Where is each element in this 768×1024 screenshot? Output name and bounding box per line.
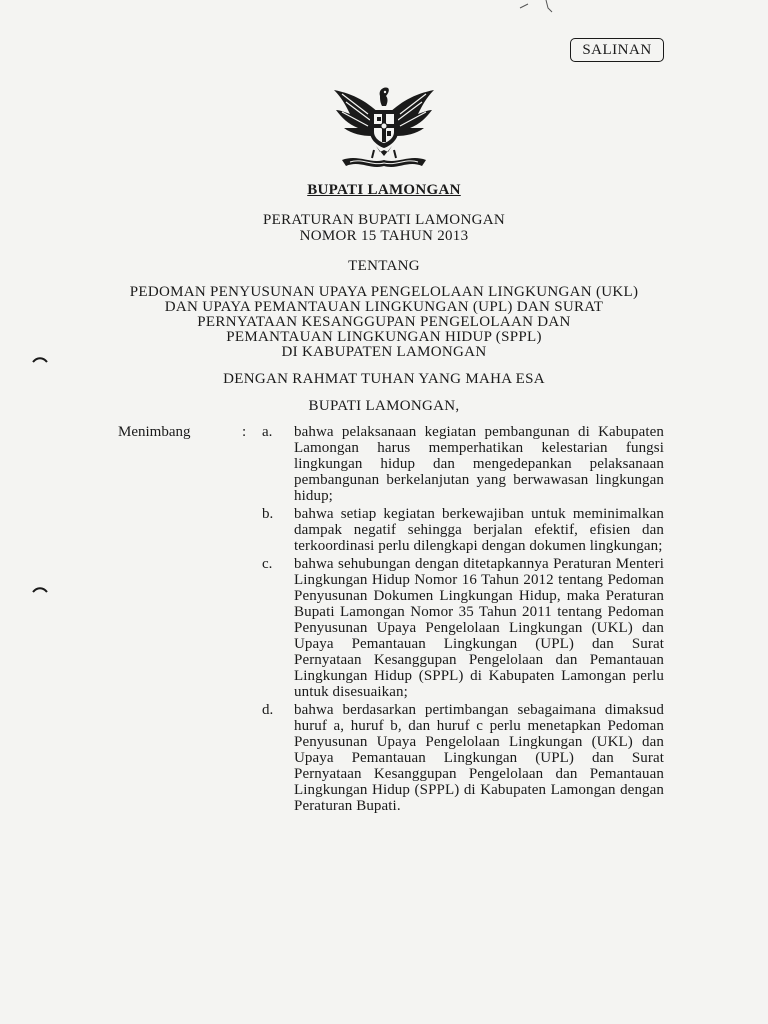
subject-line: PERNYATAAN KESANGGUPAN PENGELOLAAN DAN — [197, 314, 571, 330]
item-letter: c. — [262, 556, 273, 572]
list-item — [262, 702, 666, 814]
official-name: BUPATI LAMONGAN, — [308, 398, 460, 414]
item-letter: b. — [262, 506, 274, 522]
considerations-colon: : — [242, 424, 247, 440]
list-item — [262, 424, 666, 504]
considerations-label: Menimbang — [118, 424, 191, 440]
subject-line: DAN UPAYA PEMANTAUAN LINGKUNGAN (UPL) DAN SURAT — [164, 299, 604, 315]
about-label: TENTANG — [348, 258, 420, 274]
item-text: bahwa pelaksanaan kegiatan pembangunan di Kabupaten Lamongan harus memperhatikan kelestarian fungsi lingkungan hidup dan mengedepankan pelaksanaan pembangunan berkelanjutan yang berwawasan lingkungan hidup; — [294, 424, 664, 504]
copy-stamp: SALINAN — [570, 38, 664, 62]
list-item — [262, 556, 666, 700]
item-text: bahwa sehubungan dengan ditetapkannya Peraturan Menteri Lingkungan Hidup Nomor 16 Tahun 2012 tentang Pedoman Penyusunan Dokumen Lingkungan Hidup, maka Peraturan Bupati Lamongan Nomor 35 Tahun 2011 tentang Pedoman Penyusunan Upaya Pengelolaan Lingkungan (UKL) dan Upaya Pemantauan Lingkungan (UPL) dan Surat Pernyataan Kesanggupan Pengelolaan dan Pemantauan Lingkungan Hidup (SPPL) di Kabupaten Lamongan perlu untuk disesuaikan; — [294, 556, 664, 700]
invocation: DENGAN RAHMAT TUHAN YANG MAHA ESA — [223, 371, 545, 387]
scan-artifact-icon — [518, 0, 558, 14]
authority-title: BUPATI LAMONGAN — [307, 182, 461, 198]
punch-hole-mark-icon — [32, 356, 48, 364]
subject-line: DI KABUPATEN LAMONGAN — [281, 344, 487, 360]
garuda-emblem-icon — [328, 80, 440, 172]
considerations-list — [262, 424, 666, 816]
list-item — [262, 506, 666, 554]
subject-line: PEDOMAN PENYUSUNAN UPAYA PENGELOLAAN LINGKUNGAN (UKL) — [129, 284, 639, 300]
item-letter: d. — [262, 702, 274, 718]
punch-hole-mark-icon — [32, 586, 48, 594]
regulation-number: NOMOR 15 TAHUN 2013 — [299, 228, 469, 244]
item-text: bahwa berdasarkan pertimbangan sebagaimana dimaksud huruf a, huruf b, dan huruf c perlu menetapkan Pedoman Penyusunan Upaya Pengelolaan Lingkungan (UKL) dan Upaya Pemantauan Lingkungan (UPL) dan Surat Pernyataan Kesanggupan Pengelolaan dan Pemantauan Lingkungan Hidup (SPPL) di Kabupaten Lamongan dengan Peraturan Bupati. — [294, 702, 664, 814]
regulation-title: PERATURAN BUPATI LAMONGAN — [263, 212, 505, 228]
subject-line: PEMANTAUAN LINGKUNGAN HIDUP (SPPL) — [226, 329, 542, 345]
item-text: bahwa setiap kegiatan berkewajiban untuk meminimalkan dampak negatif sehingga berjalan efektif, efisien dan terkoordinasi perlu dilengkapi dengan dokumen lingkungan; — [294, 506, 664, 554]
item-letter: a. — [262, 424, 273, 440]
